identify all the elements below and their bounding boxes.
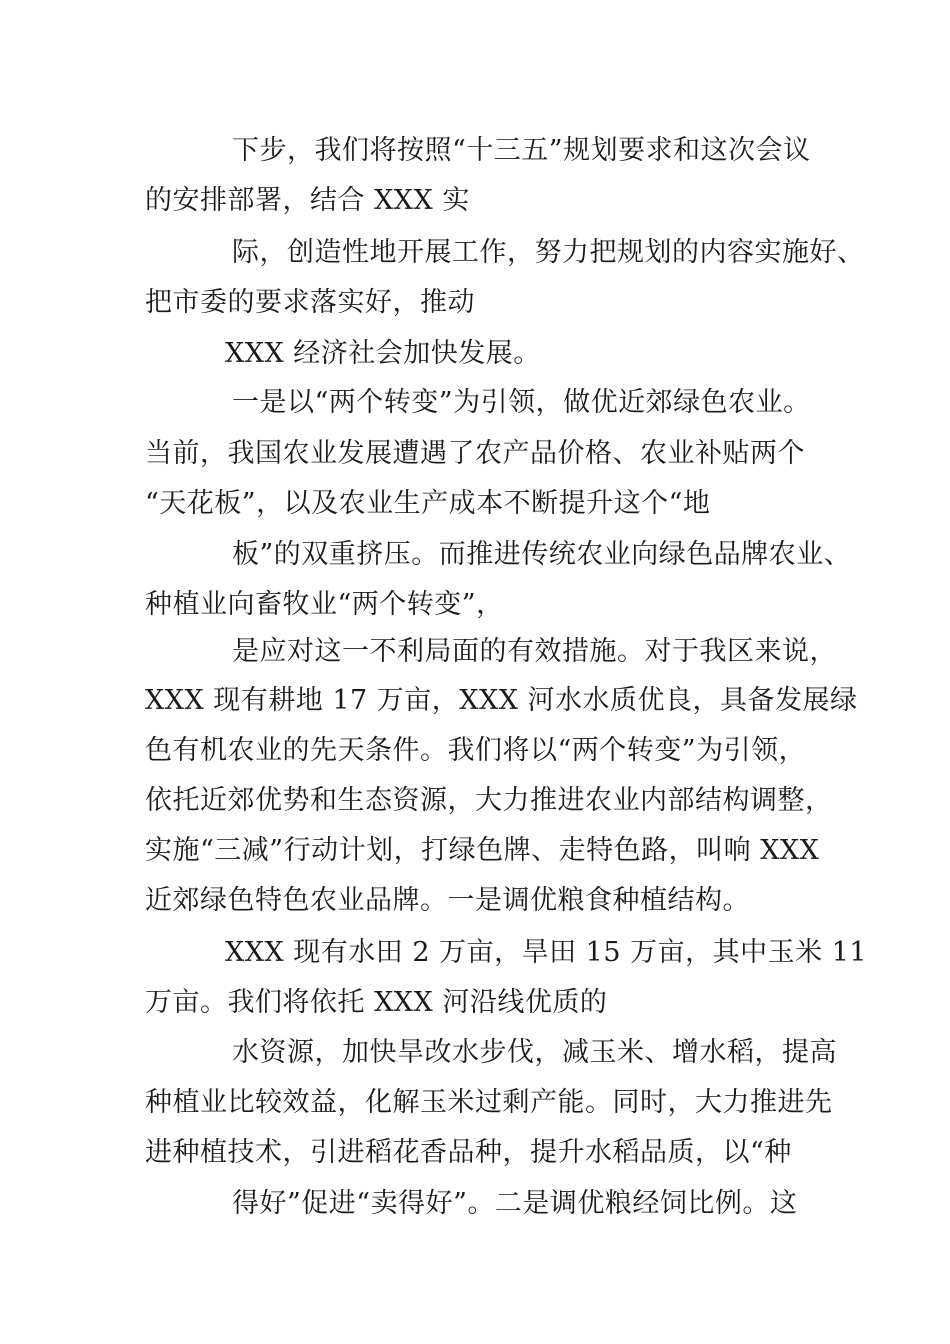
text-line: 万亩。我们将依托 XXX 河沿线优质的 — [145, 987, 608, 1018]
text-line: 进种植技术，引进稻花香品种，提升水稻品质，以“种 — [145, 1137, 792, 1168]
text-line: “天花板”，以及农业生产成本不断提升这个“地 — [145, 488, 711, 519]
text-line: 的安排部署，结合 XXX 实 — [145, 185, 470, 216]
text-line: 种植业向畜牧业“两个转变”， — [145, 589, 504, 620]
text-line: XXX 现有耕地 17 万亩，XXX 河水水质优良，具备发展绿 — [145, 685, 858, 716]
text-line: 当前，我国农业发展遭遇了农产品价格、农业补贴两个 — [145, 438, 805, 469]
text-line: 得好”促进“卖得好”。二是调优粮经饲比例。这 — [232, 1188, 798, 1219]
text-line: XXX 现有水田 2 万亩，旱田 15 万亩，其中玉米 11 — [225, 937, 868, 968]
text-line: 水资源，加快旱改水步伐，减玉米、增水稻，提高 — [232, 1037, 837, 1068]
text-line: 际，创造性地开展工作，努力把规划的内容实施好、 — [232, 237, 865, 268]
text-line: 下步，我们将按照“十三五”规划要求和这次会议 — [232, 135, 811, 166]
text-line: 种植业比较效益，化解玉米过剩产能。同时，大力推进先 — [145, 1087, 833, 1118]
text-line: 依托近郊优势和生态资源，大力推进农业内部结构调整， — [145, 785, 833, 816]
text-line: 板”的双重挤压。而推进传统农业向绿色品牌农业、 — [232, 539, 852, 570]
text-line: 把市委的要求落实好，推动 — [145, 287, 475, 318]
text-line: 一是以“两个转变”为引领，做优近郊绿色农业。 — [232, 387, 811, 418]
text-line: 色有机农业的先天条件。我们将以“两个转变”为引领， — [145, 735, 807, 766]
text-line: 近郊绿色特色农业品牌。一是调优粮食种植结构。 — [145, 885, 750, 916]
text-line: 是应对这一不利局面的有效措施。对于我区来说， — [232, 636, 837, 667]
text-line: XXX 经济社会加快发展。 — [225, 338, 541, 369]
text-line: 实施“三减”行动计划，打绿色牌、走特色路，叫响 XXX — [145, 835, 820, 866]
